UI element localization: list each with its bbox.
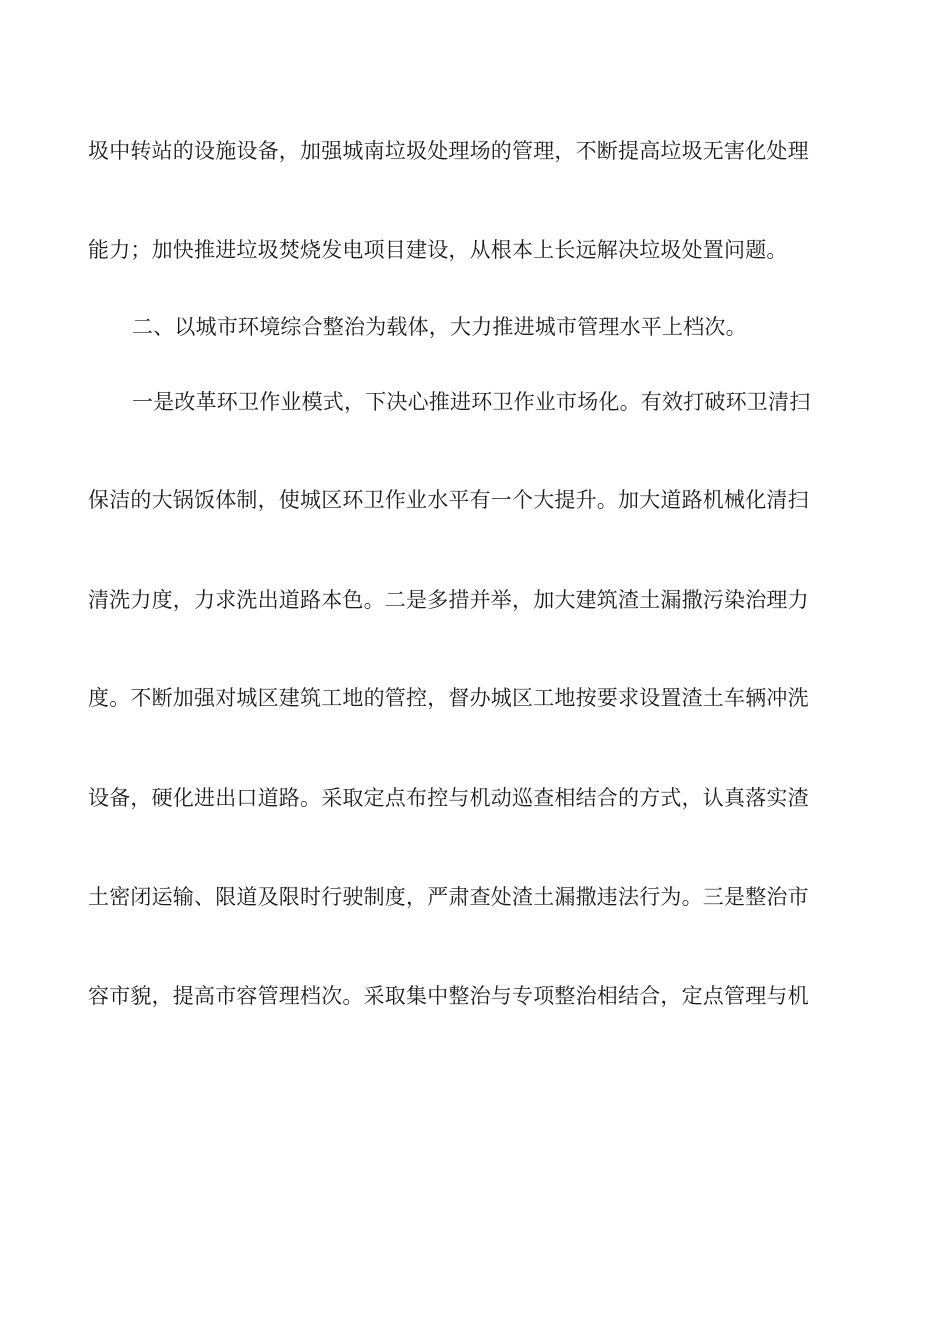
- text-line-10: 容市貌，提高市容管理档次。采取集中整治与专项整治相结合，定点管理与机: [88, 984, 809, 1008]
- text-line-9: 土密闭运输、限道及限时行驶制度，严肃查处渣土漏撒违法行为。三是整治市: [88, 885, 809, 909]
- text-line-6: 清洗力度，力求洗出道路本色。二是多措并举，加大建筑渣土漏撒污染治理力: [88, 588, 809, 612]
- text-line-8: 设备，硬化进出口道路。采取定点布控与机动巡查相结合的方式，认真落实渣: [88, 786, 809, 810]
- text-line-1: 圾中转站的设施设备，加强城南垃圾处理场的管理，不断提高垃圾无害化处理: [88, 139, 809, 163]
- text-line-4: 一是改革环卫作业模式，下决心推进环卫作业市场化。有效打破环卫清扫: [132, 390, 811, 414]
- section-heading: 二、以城市环境综合整治为载体，大力推进城市管理水平上档次。: [132, 315, 747, 339]
- text-line-7: 度。不断加强对城区建筑工地的管控，督办城区工地按要求设置渣土车辆冲洗: [88, 686, 809, 710]
- text-line-2: 能力；加快推进垃圾焚烧发电项目建设，从根本上长远解决垃圾处置问题。: [88, 238, 788, 262]
- text-line-5: 保洁的大锅饭体制，使城区环卫作业水平有一个大提升。加大道路机械化清扫: [88, 488, 809, 512]
